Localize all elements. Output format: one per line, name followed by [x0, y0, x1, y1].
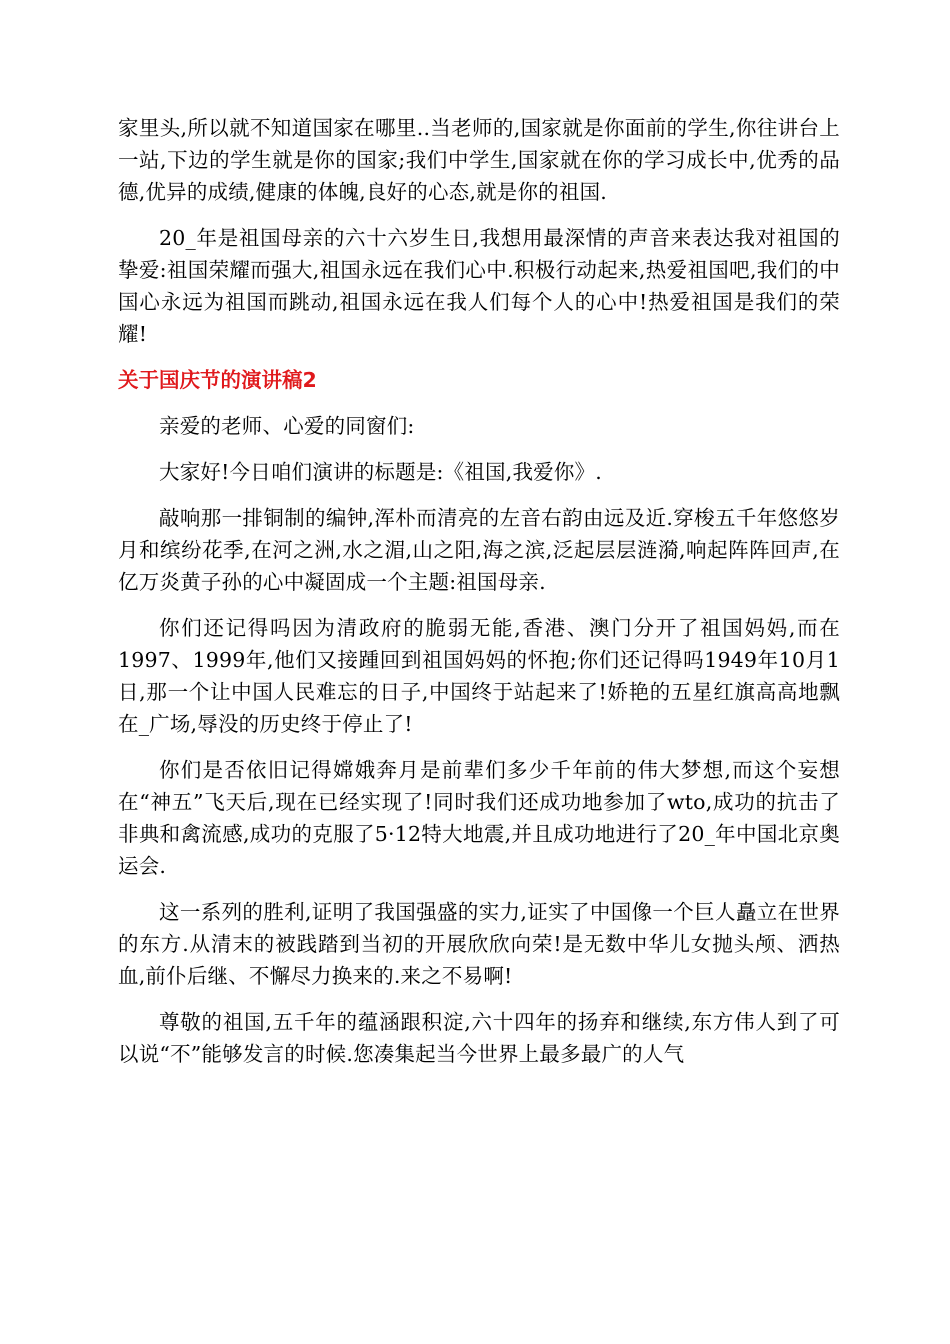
paragraph-birthday: 20_年是祖国母亲的六十六岁生日,我想用最深情的声音来表达我对祖国的挚爱:祖国荣耀而强大,祖国永远在我们心中.积极行动起来,热爱祖国吧,我们的中国心永远为祖国而跳动,祖国永远在我人们每个人的心中!热爱祖国是我们的荣耀! [118, 226, 840, 346]
paragraph-history: 你们还记得吗因为清政府的脆弱无能,香港、澳门分开了祖国妈妈,而在1997、1999年,他们又接踵回到祖国妈妈的怀抱;你们还记得吗1949年10月1日,那一个让中国人民难忘的日子,中国终于站起来了!娇艳的五星红旗高高地飘在_广场,辱没的历史终于停止了! [118, 616, 840, 736]
paragraph-achievements: 你们是否依旧记得嫦娥奔月是前辈们多少千年前的伟大梦想,而这个妄想在“神五”飞天后,现在已经实现了!同时我们还成功地参加了wto,成功的抗击了非典和禽流感,成功的克服了5·12特大地震,并且成功地进行了20_年中国北京奥运会. [118, 758, 840, 878]
paragraph-continued: 家里头,所以就不知道国家在哪里..当老师的,国家就是你面前的学生,你往讲台上一站,下边的学生就是你的国家;我们中学生,国家就在你的学习成长中,优秀的品德,优异的成绩,健康的体魄,良好的心态,就是你的祖国. [118, 116, 840, 204]
paragraph-bells: 敲响那一排铜制的编钟,浑朴而清亮的左音右韵由远及近.穿梭五千年悠悠岁月和缤纷花季,在河之洲,水之湄,山之阳,海之滨,泛起层层涟漪,响起阵阵回声,在亿万炎黄子孙的心中凝固成一个主题:祖国母亲. [118, 506, 840, 594]
paragraph-greeting: 亲爱的老师、心爱的同窗们: [159, 414, 415, 438]
paragraph-victories: 这一系列的胜利,证明了我国强盛的实力,证实了中国像一个巨人矗立在世界的东方.从清末的被践踏到当初的开展欣欣向荣!是无数中华儿女抛头颅、洒热血,前仆后继、不懈尽力换来的.来之不易啊! [118, 900, 840, 988]
paragraph-title-intro: 大家好!今日咱们演讲的标题是:《祖国,我爱你》. [159, 460, 602, 484]
document-page [118, 112, 840, 1084]
paragraph-motherland: 尊敬的祖国,五千年的蕴涵跟积淀,六十四年的扬弃和继续,东方伟人到了可以说“不”能够发言的时候.您凑集起当今世界上最多最广的人气 [118, 1010, 840, 1066]
section-heading: 关于国庆节的演讲稿2 [118, 368, 317, 392]
